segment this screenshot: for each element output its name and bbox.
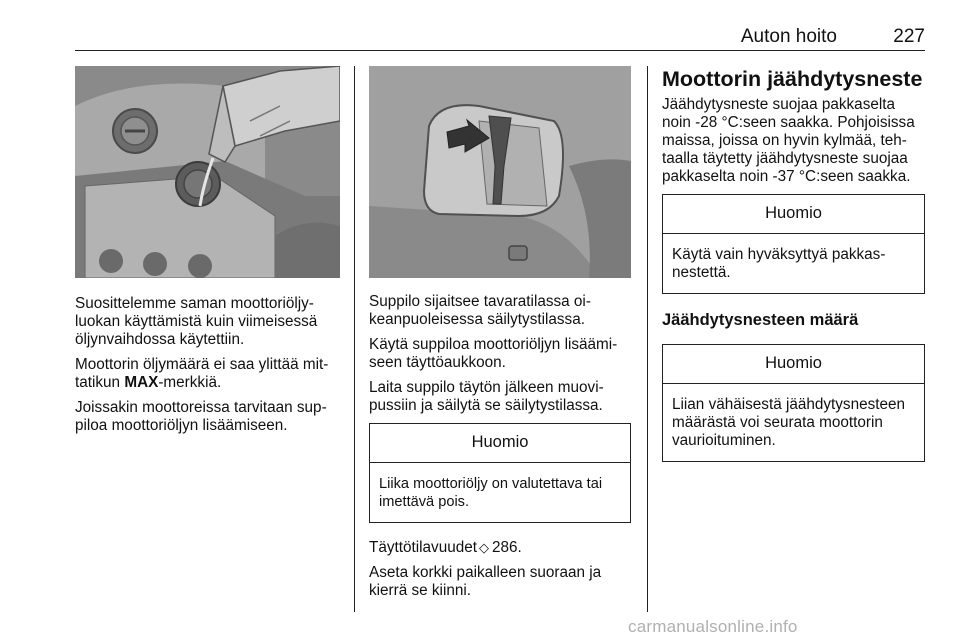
paragraph: Jäähdytysneste suojaa pakkaselta noin -28 °C:seen saakka. Pohjoisissa maissa, joissa on hyvin kylmää, tehtaalla täytetty jäähdytysneste suojaa pakkaselta noin -37 °C:seen saakka. — [662, 96, 915, 185]
note-text: Liian vähäisestä jäähdytysnesteen määrästä voi seurata moottorin vaurioituminen. — [672, 396, 906, 449]
engine-oil-filling-illustration — [75, 66, 340, 278]
paragraph: Moottorin öljymäärä ei saa ylittää mittatikun MAX-merkkiä. — [75, 356, 329, 391]
paragraph: Täyttötilavuudet ◇ 286. — [369, 539, 522, 556]
note-box — [662, 194, 925, 294]
paragraph: Aseta korkki paikalleen suoraan ja kierrä se kiinni. — [369, 564, 602, 599]
column-3 — [662, 66, 925, 478]
note-box — [369, 423, 631, 523]
subsection-heading: Jäähdytysnesteen määrä — [662, 311, 859, 329]
max-marker: MAX — [124, 374, 159, 391]
paragraph: Käytä suppiloa moottoriöljyn lisäämiseen täyttöaukkoon. — [369, 336, 618, 371]
paragraph: Suosittelemme saman moottoriöljyluokan käyttämistä kuin viimeisessä öljynvaihdossa käytettiin. — [75, 295, 318, 348]
page-reference-icon: ◇ — [479, 540, 489, 555]
column-divider — [647, 66, 648, 612]
paragraph: Suppilo sijaitsee tavaratilassa oikeanpuoleisessa säilytystilassa. — [369, 293, 591, 328]
paragraph: Laita suppilo täytön jälkeen muovipussiin ja säilytä se säilytystilassa. — [369, 379, 604, 414]
note-text: Liika moottoriöljy on valutettava tai imettävä pois. — [379, 476, 603, 510]
funnel-storage-illustration — [369, 66, 631, 278]
column-2 — [369, 66, 631, 607]
note-title: Huomio — [370, 424, 630, 463]
section-title: Auton hoito — [740, 26, 837, 47]
watermark: carmanualsonline.info — [628, 617, 798, 636]
header-rule — [75, 50, 925, 51]
section-heading: Moottorin jäähdytysneste — [662, 67, 923, 91]
page-header — [75, 20, 925, 56]
page-reference[interactable]: 286. — [492, 539, 522, 556]
column-1 — [75, 66, 340, 442]
paragraph: Joissakin moottoreissa tarvitaan suppiloa moottoriöljyn lisäämiseen. — [75, 399, 327, 434]
note-title: Huomio — [663, 345, 924, 384]
note-title: Huomio — [663, 195, 924, 234]
column-divider — [354, 66, 355, 612]
note-text: Käytä vain hyväksyttyä pakkasnestettä. — [672, 246, 886, 281]
page-number: 227 — [893, 26, 925, 47]
note-box — [662, 344, 925, 462]
